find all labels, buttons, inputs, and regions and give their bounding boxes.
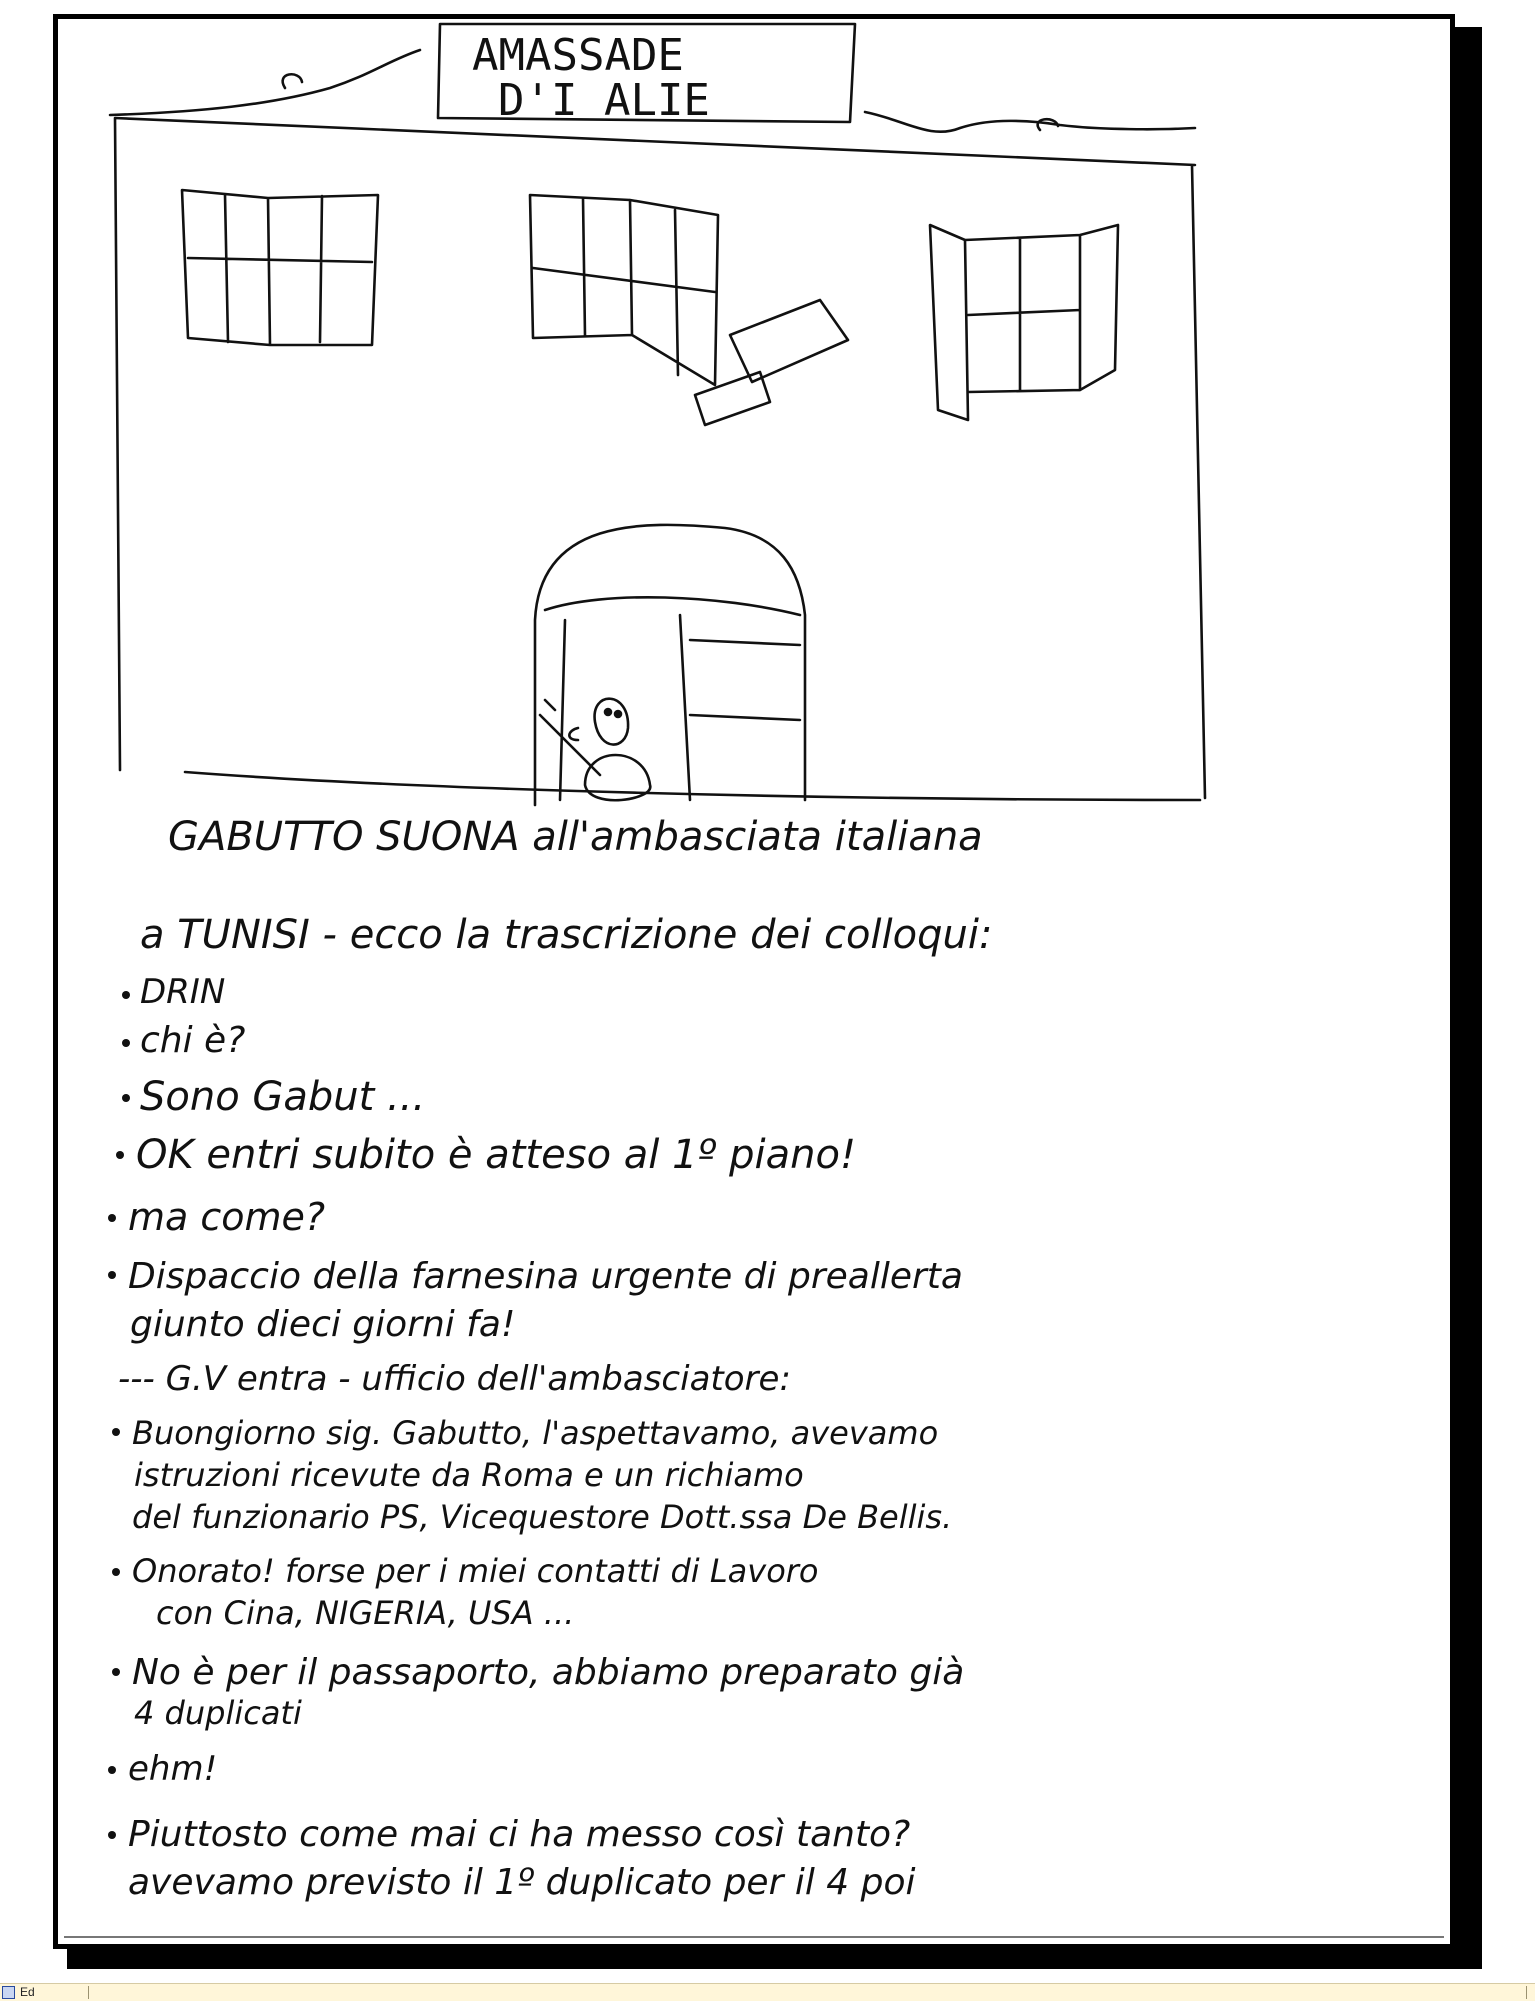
dialogue-d9-line2: con Cina, NIGERIA, USA ... xyxy=(156,1594,575,1632)
bullet xyxy=(122,1094,130,1102)
dialogue-d8-line3: del funzionario PS, Vicequestore Dott.ssa De Bellis. xyxy=(132,1498,953,1536)
bullet xyxy=(112,1428,120,1436)
dialogue-d6-line1: Dispaccio della farnesina urgente di preallerta xyxy=(128,1256,963,1297)
roof-ornament-right xyxy=(865,112,1195,132)
dialogue-d5: ma come? xyxy=(128,1195,326,1239)
dialogue-d12-line1: Piuttosto come mai ci ha messo così tanto? xyxy=(128,1814,911,1855)
dialogue-d10-line1: No è per il passaporto, abbiamo preparato già xyxy=(132,1652,965,1693)
dialogue-d10-line2: 4 duplicati xyxy=(134,1694,302,1732)
taskbar-separator-end xyxy=(1526,1986,1527,1999)
dialogue-d1: DRIN xyxy=(140,972,226,1012)
app-icon[interactable] xyxy=(2,1986,15,1999)
taskbar-separator xyxy=(88,1986,89,1999)
bullet xyxy=(112,1668,120,1676)
narration-d7: --- G.V entra - ufficio dell'ambasciatore: xyxy=(118,1359,791,1399)
bullet xyxy=(116,1151,124,1159)
dialogue-d3: Sono Gabut ... xyxy=(140,1074,426,1120)
bullet xyxy=(122,991,130,999)
window-right xyxy=(930,225,1118,420)
dialogue-d4: OK entri subito è atteso al 1º piano! xyxy=(136,1132,856,1178)
sign-line-1: AMASSADE xyxy=(472,30,684,81)
roof-ornament-left xyxy=(110,50,420,115)
building-outline xyxy=(115,118,1205,798)
dialogue-d6-line2: giunto dieci giorni fa! xyxy=(130,1304,516,1345)
dialogue-d12-line2: avevamo previsto il 1º duplicato per il 4 poi xyxy=(128,1862,916,1903)
dialogue-d8-line2: istruzioni ricevute da Roma e un richiamo xyxy=(134,1456,804,1494)
dialogue-d9-line1: Onorato! forse per i miei contatti di Lavoro xyxy=(132,1552,819,1590)
window-left xyxy=(182,190,378,345)
arched-door xyxy=(535,525,805,805)
dialogue-d2: chi è? xyxy=(140,1020,246,1061)
dialogue-d11: ehm! xyxy=(128,1749,218,1789)
sign-line-2: D'I ALIE xyxy=(498,75,710,126)
bullet xyxy=(108,1766,116,1774)
bullet xyxy=(112,1568,120,1576)
flying-letter xyxy=(695,300,848,425)
dialogue-list xyxy=(108,972,964,1903)
ground-line xyxy=(185,772,1200,800)
bullet xyxy=(108,1214,116,1222)
taskbar xyxy=(0,1983,1535,2001)
caption-line-2: a TUNISI - ecco la trascrizione dei colloqui: xyxy=(140,912,993,958)
caption-line-1: GABUTTO SUONA all'ambasciata italiana xyxy=(168,814,983,860)
bullet xyxy=(108,1271,116,1279)
bullet xyxy=(122,1039,130,1047)
bullet xyxy=(108,1831,116,1839)
dialogue-d8-line1: Buongiorno sig. Gabutto, l'aspettavamo, avevamo xyxy=(132,1414,939,1452)
window-middle xyxy=(530,195,718,385)
taskbar-label[interactable]: Ed xyxy=(20,1985,35,1999)
